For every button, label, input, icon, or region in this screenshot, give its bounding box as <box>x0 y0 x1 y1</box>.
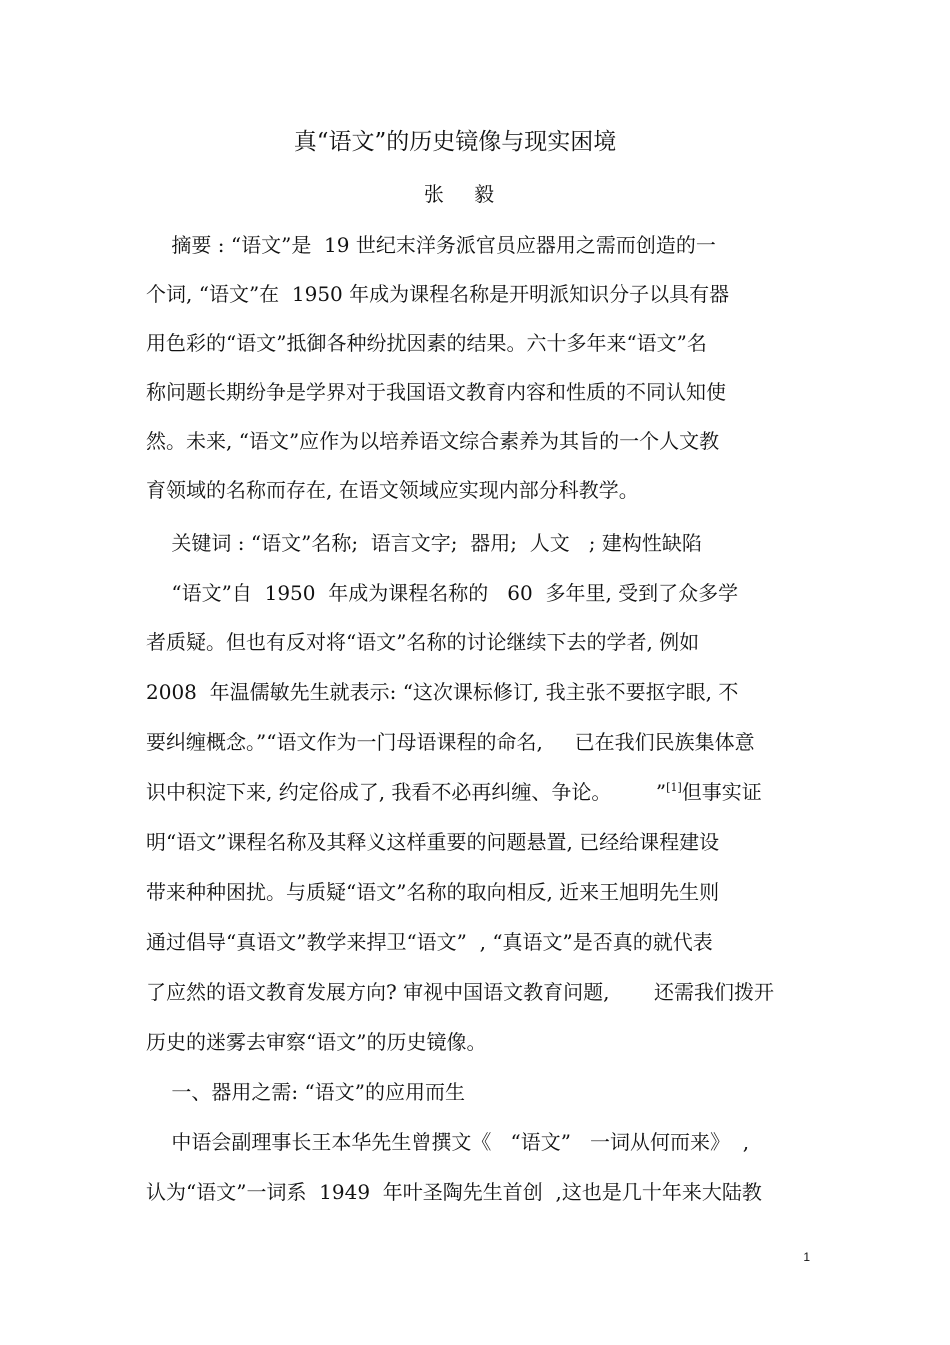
author-name: 张 毅 <box>423 182 507 206</box>
keywords-line: 关键词 : “语文”名称; 语言文字; 器用; 人文 ; 建构性缺陷 <box>146 531 702 555</box>
body-line: 了应然的语文教育发展方向? 审视中国语文教育问题, 还需我们拨开 <box>146 980 774 1004</box>
body-line: 认为“语文”一词系 1949 年叶圣陶先生首创 ,这也是几十年来大陆教 <box>146 1180 762 1204</box>
footnote-marker[interactable]: [1] <box>666 781 682 794</box>
abstract-line: 然。未来, “语文”应作为以培养语文综合素养为其旨的一个人文教 <box>146 429 720 453</box>
body-line: “语文”自 1950 年成为课程名称的 60 多年里, 受到了众多学 <box>146 581 739 605</box>
abstract-line: 用色彩的“语文”抵御各种纷扰因素的结果。六十多年来“语文”名 <box>146 331 707 355</box>
body-line: 者质疑。但也有反对将“语文”名称的讨论继续下去的学者, 例如 <box>146 630 700 654</box>
body-line-with-footnote <box>146 777 762 807</box>
body-line: 历史的迷雾去审察“语文”的历史镜像。 <box>146 1030 487 1054</box>
body-line-text: 识中积淀下来, 约定俗成了, 我看不必再纠缠、争论。 ” <box>146 780 667 804</box>
abstract-line: 摘要 : “语文”是 19 世纪末洋务派官员应器用之需而创造的一 <box>146 233 716 257</box>
body-line: 2008 年温儒敏先生就表示: “这次课标修订, 我主张不要抠字眼, 不 <box>146 680 739 704</box>
body-line-continuation: 但事实证 <box>681 780 762 804</box>
page-number: 1 <box>803 1250 810 1264</box>
body-line: 带来种种困扰。与质疑“语文”名称的取向相反, 近来王旭明先生则 <box>146 880 720 904</box>
body-line: 要纠缠概念。”“语文作为一门母语课程的命名, 已在我们民族集体意 <box>146 730 755 754</box>
abstract-line: 称问题长期纷争是学界对于我国语文教育内容和性质的不同认知使 <box>146 380 726 404</box>
page-title: 真“语文”的历史镜像与现实困境 <box>293 129 617 155</box>
abstract-line: 育领域的名称而存在, 在语文领域应实现内部分科教学。 <box>146 478 639 502</box>
body-line: 明“语文”课程名称及其释义这样重要的问题悬置, 已经给课程建设 <box>146 830 720 854</box>
section-heading: 一、器用之需: “语文”的应用而生 <box>146 1080 465 1104</box>
body-line: 通过倡导“真语文”教学来捍卫“语文” , “真语文”是否真的就代表 <box>146 930 713 954</box>
body-line: 中语会副理事长王本华先生曾撰文《 “语文” 一词从何而来》 , <box>146 1130 750 1154</box>
abstract-line: 个词, “语文”在 1950 年成为课程名称是开明派知识分子以具有器 <box>146 282 730 306</box>
